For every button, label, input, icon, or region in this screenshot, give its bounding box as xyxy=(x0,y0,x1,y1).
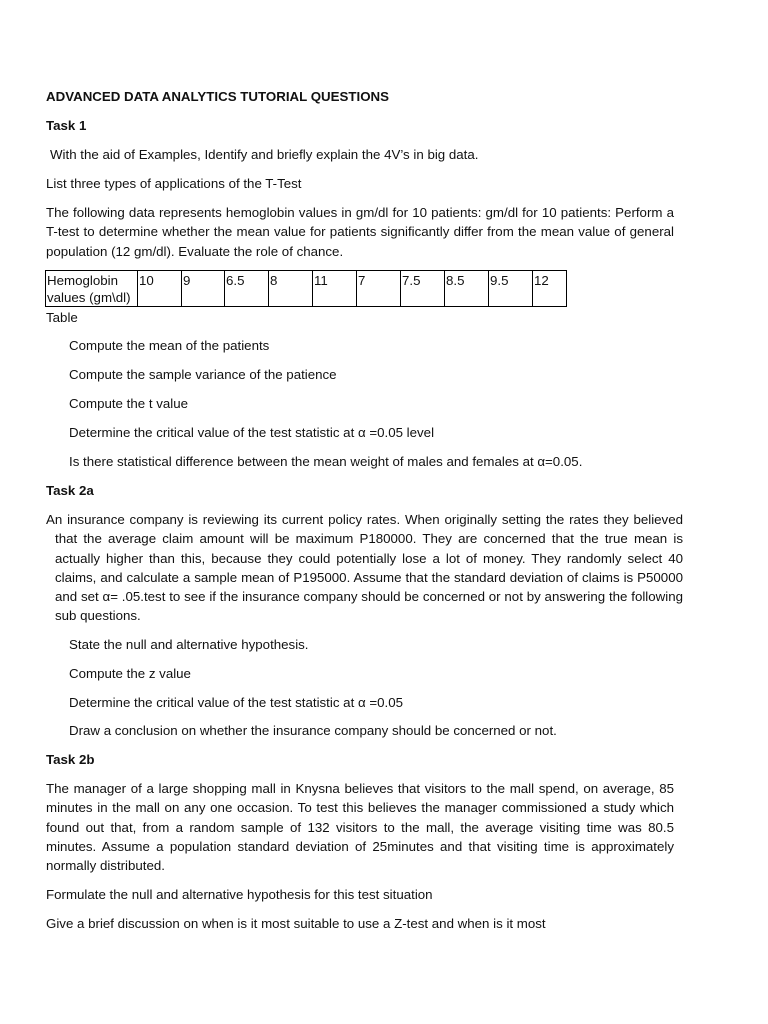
task2b-intro-paragraph: The manager of a large shopping mall in Knysna believes that visitors to the mall spend, on average, 85 minutes in the mall on any one occasion. To test this believes the manager commissioned a study which found out that, from a random sample of 132 visitors to the mall, the average visiting time was 80.5 minutes. Assume a population standard deviation of 25minutes and that visiting time is approximately normally distributed. xyxy=(46,781,674,874)
task2b-heading: Task 2b xyxy=(46,752,95,767)
task2a-question-4: Draw a conclusion on whether the insurance company should be concerned or not. xyxy=(69,723,557,738)
task1-question-4: Determine the critical value of the test statistic at α =0.05 level xyxy=(69,425,435,440)
task1-question-3: Compute the t value xyxy=(69,396,189,411)
table-cell: 7 xyxy=(357,271,401,307)
table-cell: 9.5 xyxy=(489,271,533,307)
table-cell: 11 xyxy=(313,271,357,307)
table-header-cell: Hemoglobin values (gm\dl) xyxy=(46,271,138,307)
task2b-question-formulate: Formulate the null and alternative hypothesis for this test situation xyxy=(46,887,433,902)
task2a-intro-paragraph: An insurance company is reviewing its current policy rates. When originally setting the rates they believed that the average claim amount will be maximum P180000. They are concerned that the true mean is actually higher than this, because they could potentially lose a lot of money. They randomly select 40 claims, and calculate a sample mean of P195000. Assume that the standard deviation of claims is P50000 and set α= .05.test to see if the insurance company should be concerned or not by answering the following sub questions. xyxy=(46,512,683,624)
table-cell: 6.5 xyxy=(225,271,269,307)
task1-intro-paragraph: The following data represents hemoglobin values in gm/dl for 10 patients: gm/dl for 10 patients: Perform a T-test to determine whether the mean value for patients significantly differ from the mean value of general population (12 gm/dl). Evaluate the role of chance. xyxy=(46,205,674,259)
table-cell: 10 xyxy=(138,271,182,307)
table-cell: 8.5 xyxy=(445,271,489,307)
hemoglobin-table xyxy=(45,270,567,307)
table-caption: Table xyxy=(46,310,78,325)
task1-question-1: Compute the mean of the patients xyxy=(69,338,270,353)
table-cell: 9 xyxy=(182,271,225,307)
task1-question-ttest-applications: List three types of applications of the T-Test xyxy=(46,176,302,191)
task1-heading: Task 1 xyxy=(46,118,87,133)
table-row xyxy=(46,271,567,307)
document-title: ADVANCED DATA ANALYTICS TUTORIAL QUESTIONS xyxy=(46,89,390,104)
task2a-question-1: State the null and alternative hypothesis. xyxy=(69,637,309,652)
task2b-question-discussion: Give a brief discussion on when is it most suitable to use a Z-test and when is it most xyxy=(46,916,546,931)
task1-question-5: Is there statistical difference between the mean weight of males and females at α=0.05. xyxy=(69,454,583,469)
task1-question-2: Compute the sample variance of the patience xyxy=(69,367,337,382)
table-cell: 7.5 xyxy=(401,271,445,307)
table-cell: 8 xyxy=(269,271,313,307)
task1-question-4v: With the aid of Examples, Identify and briefly explain the 4V’s in big data. xyxy=(50,147,479,162)
task2a-question-2: Compute the z value xyxy=(69,666,191,681)
table-cell: 12 xyxy=(533,271,567,307)
task2a-question-3: Determine the critical value of the test statistic at α =0.05 xyxy=(69,695,403,710)
task2a-heading: Task 2a xyxy=(46,483,94,498)
